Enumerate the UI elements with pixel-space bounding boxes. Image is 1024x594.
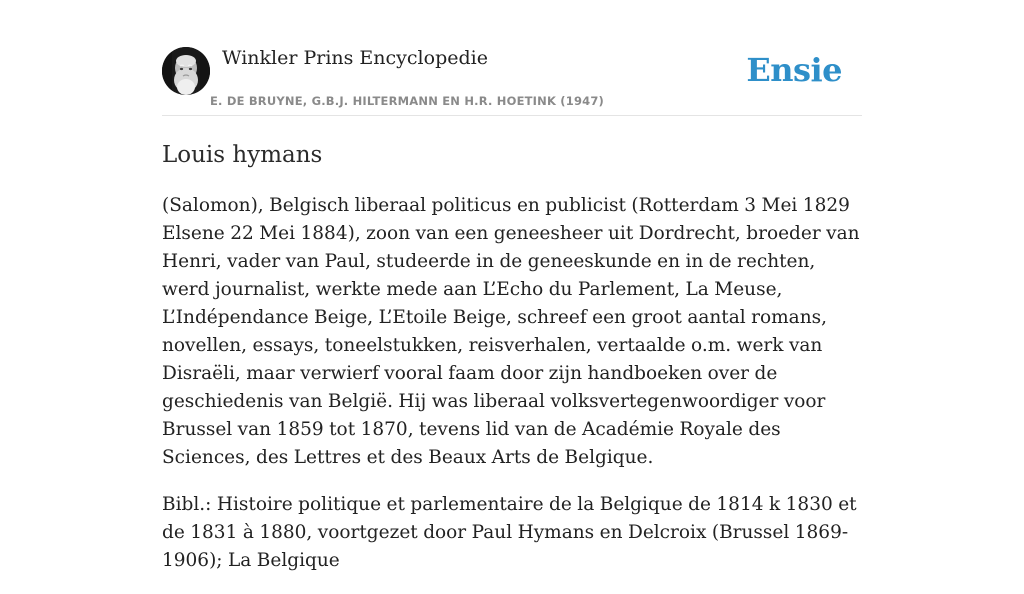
article-title: Louis hymans	[162, 142, 323, 168]
source-authors: E. DE BRUYNE, G.B.J. HILTERMANN EN H.R. HOETINK (1947)	[210, 94, 605, 108]
article-body	[162, 192, 862, 594]
bibliography-paragraph: Bibl.: Histoire politique et parlementaire de la Belgique de 1814 k 1830 et de 1831 à 1880, voortgezet door Paul Hymans en Delcroix (Brussel 1869-1906); La Belgique	[162, 494, 857, 571]
ensie-logo[interactable]: Ensie	[746, 51, 842, 89]
page-container	[162, 0, 862, 571]
article-paragraph: (Salomon), Belgisch liberaal politicus en publicist (Rotterdam 3 Mei 1829 Elsene 22 Mei 1884), zoon van een geneesheer uit Dordrecht, broeder van Henri, vader van Paul, studeerde in de geneeskunde en in de rechten, werd journalist, werkte mede aan L’Echo du Parlement, La Meuse, L’Indépendance Beige, L’Etoile Beige, schreef een groot aantal romans, novellen, essays, toneelstukken, reisverhalen, vertaalde o.m. werk van Disraëli, maar verwierf vooral faam door zijn handboeken over de geschiedenis van België. Hij was liberaal volksvertegenwoordiger voor Brussel van 1859 tot 1870, tevens lid van de Académie Royale des Sciences, des Lettres et des Beaux Arts de Belgique.	[162, 195, 860, 468]
source-title[interactable]: Winkler Prins Encyclopedie	[222, 47, 488, 69]
source-header	[162, 0, 862, 116]
bearded-author-portrait-icon[interactable]	[162, 47, 210, 95]
